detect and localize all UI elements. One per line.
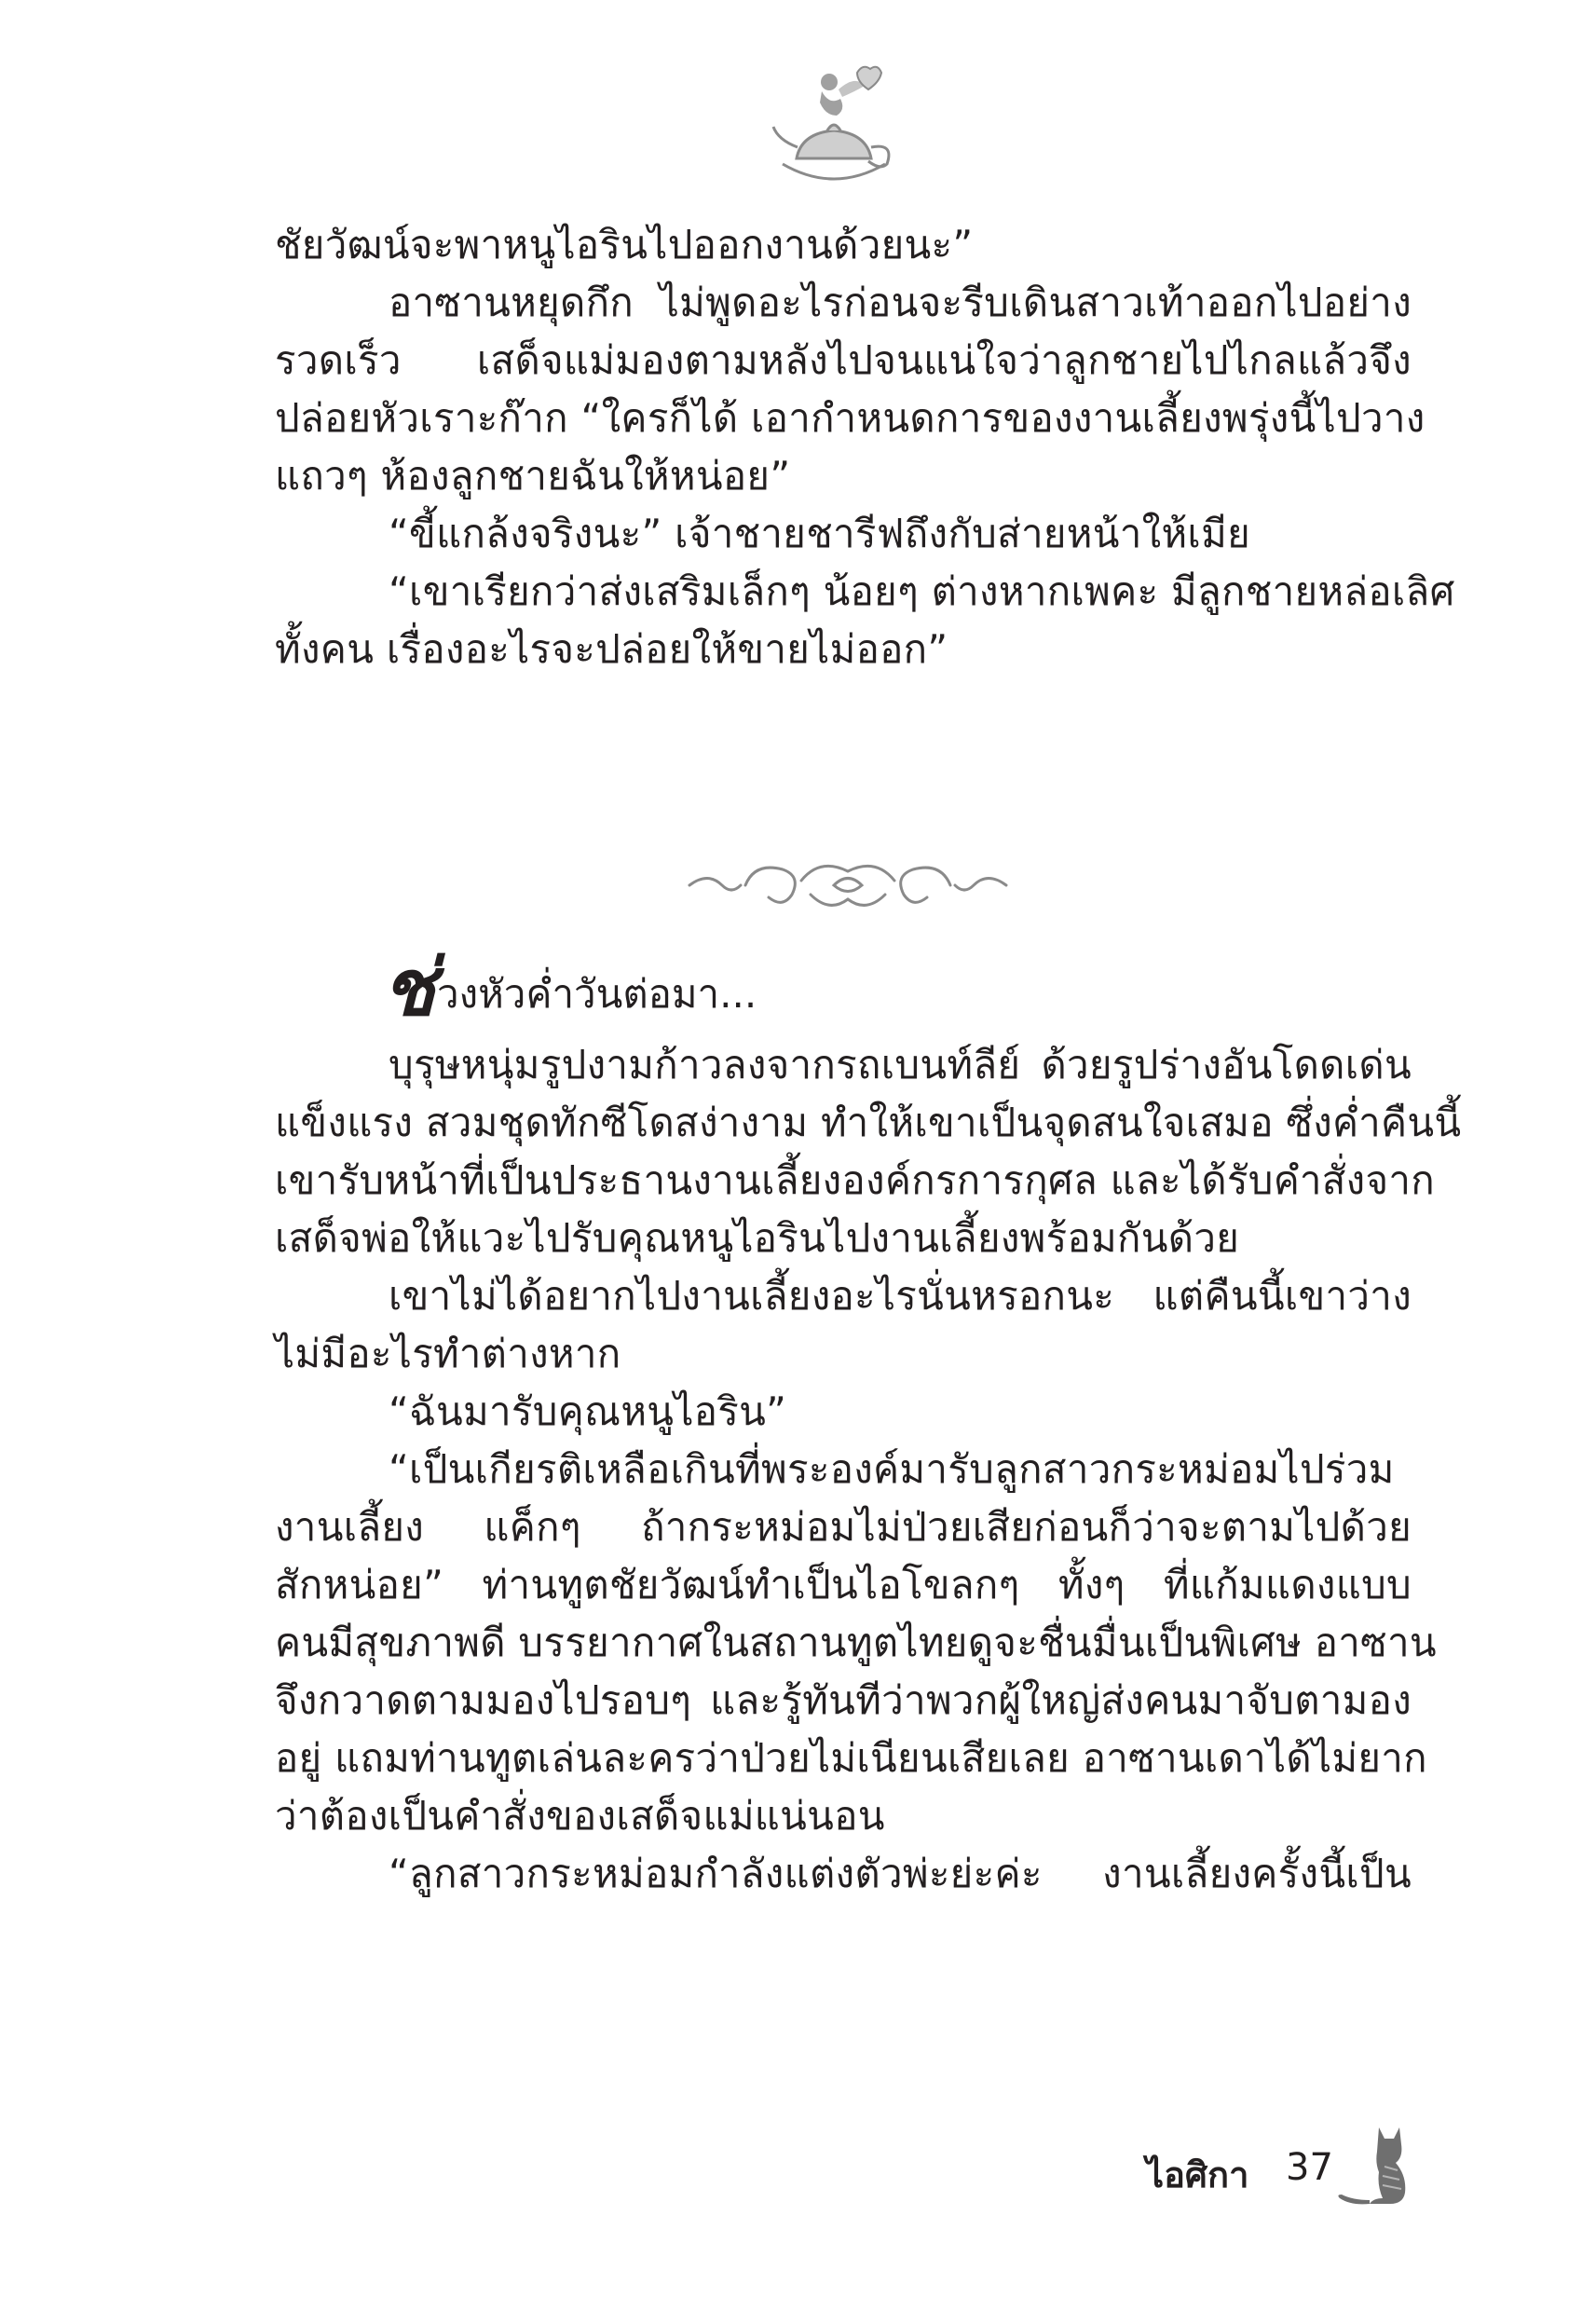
text-line: เขาไม่ได้อยากไปงานเลี้ยงอะไรนั่นหรอกนะ แต่คืนนี้เขาว่าง <box>389 1273 1412 1319</box>
text-line: แถวๆ ห้องลูกชายฉันให้หน่อย” <box>275 453 791 499</box>
paragraph-block-1 <box>275 216 1455 678</box>
text-line: ว่าต้องเป็นคำสั่งของเสด็จแม่แน่นอน <box>275 1793 885 1839</box>
text-line: “เขาเรียกว่าส่งเสริมเล็กๆ น้อยๆ ต่างหากเพคะ มีลูกชายหล่อเลิศ <box>389 568 1455 614</box>
text-line: “เป็นเกียรติเหลือเกินที่พระองค์มารับลูกสาวกระหม่อมไปร่วม <box>389 1446 1395 1492</box>
text-line: สักหน่อย” ท่านทูตชัยวัฒน์ทำเป็นไอโขลกๆ ทั้งๆ ที่แก้มแดงแบบ <box>275 1562 1412 1607</box>
book-title: ไอศิกา <box>1146 2154 1249 2195</box>
page-number: 37 <box>1286 2146 1333 2189</box>
cupid-teapot-icon <box>764 54 904 194</box>
text-line: รวดเร็ว เสด็จแม่มองตามหลังไปจนแน่ใจว่าลูกชายไปไกลแล้วจึง <box>275 337 1412 383</box>
drop-cap: ช่ <box>382 941 436 1033</box>
text-line: เขารับหน้าที่เป็นประธานงานเลี้ยงองค์กรการกุศล และได้รับคำสั่งจาก <box>275 1157 1435 1203</box>
cat-icon <box>1332 2120 1416 2208</box>
text-line: บุรุษหนุ่มรูปงามก้าวลงจากรถเบนท์ลีย์ ด้วยรูปร่างอันโดดเด่น <box>389 1042 1412 1087</box>
text-line: “ลูกสาวกระหม่อมกำลังแต่งตัวพ่ะย่ะค่ะ งานเลี้ยงครั้งนี้เป็น <box>389 1851 1412 1896</box>
text-line: “ฉันมารับคุณหนูไอริน” <box>389 1388 787 1434</box>
text-line: ชัยวัฒน์จะพาหนูไอรินไปออกงานด้วยนะ” <box>275 222 974 267</box>
text-line: จึงกวาดตามมองไปรอบๆ และรู้ทันทีว่าพวกผู้ใหญ่ส่งคนมาจับตามอง <box>275 1677 1412 1723</box>
section-opening-line <box>382 941 757 1033</box>
page-footer <box>1146 2120 1416 2213</box>
text-line: เสด็จพ่อให้แวะไปรับคุณหนูไอรินไปงานเลี้ยงพร้อมกันด้วย <box>275 1215 1240 1261</box>
scroll-divider-icon <box>680 843 1016 927</box>
text-line: ไม่มีอะไรทำต่างหาก <box>275 1331 621 1376</box>
text-line: คนมีสุขภาพดี บรรยากาศในสถานทูตไทยดูจะชื่นมื่นเป็นพิเศษ อาซาน <box>275 1620 1437 1665</box>
paragraph-block-2 <box>275 1036 1462 1903</box>
text-line: อยู่ แถมท่านทูตเล่นละครว่าป่วยไม่เนียนเสียเลย อาซานเดาได้ไม่ยาก <box>275 1735 1427 1781</box>
text-line: งานเลี้ยง แค็กๆ ถ้ากระหม่อมไม่ป่วยเสียก่อนก็ว่าจะตามไปด้วย <box>275 1504 1412 1550</box>
opening-text: วงหัวค่ำวันต่อมา... <box>437 971 757 1017</box>
text-line: แข็งแรง สวมชุดทักซีโดสง่างาม ทำให้เขาเป็นจุดสนใจเสมอ ซึ่งค่ำคืนนี้ <box>275 1100 1462 1145</box>
text-line: “ขี้แกล้งจริงนะ” เจ้าชายชารีฟถึงกับส่ายหน้าให้เมีย <box>389 511 1250 556</box>
text-line: ทั้งคน เรื่องอะไรจะปล่อยให้ขายไม่ออก” <box>275 626 948 672</box>
text-line: ปล่อยหัวเราะก๊าก “ใครก็ได้ เอากำหนดการของงานเลี้ยงพรุ่งนี้ไปวาง <box>275 395 1425 441</box>
text-line: อาซานหยุดกึก ไม่พูดอะไรก่อนจะรีบเดินสาวเท้าออกไปอย่าง <box>389 280 1412 325</box>
